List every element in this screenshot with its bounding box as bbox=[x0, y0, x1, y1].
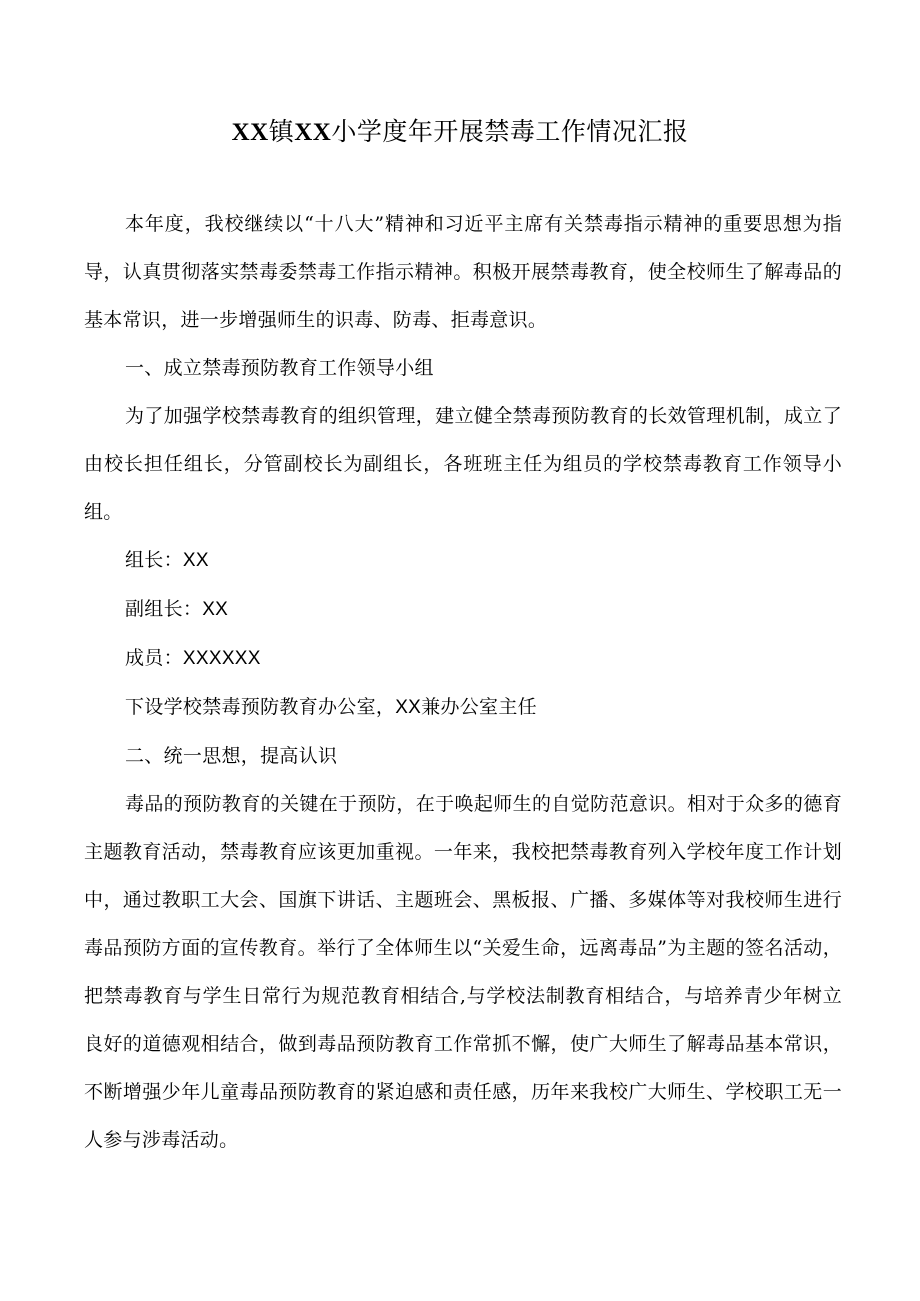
office-line: 下设学校禁毒预防教育办公室，XX兼办公室主任 bbox=[125, 696, 537, 718]
paragraph-leadership-group: 为了加强学校禁毒教育的组织管理，建立健全禁毒预防教育的长效管理机制，成立了由校长担任组长，分管副校长为副组长，各班班主任为组员的学校禁毒教育工作领导小组。 bbox=[84, 405, 842, 523]
document-title: XX镇XX小学度年开展禁毒工作情况汇报 bbox=[231, 117, 689, 146]
section-heading-1: 一、成立禁毒预防教育工作领导小组 bbox=[125, 357, 434, 379]
section-heading-2: 二、统一思想，提高认识 bbox=[125, 745, 338, 767]
deputy-leader-line: 副组长：XX bbox=[125, 598, 229, 620]
paragraph-intro: 本年度，我校继续以“十八大”精神和习近平主席有关禁毒指示精神的重要思想为指导，认真贯彻落实禁毒委禁毒工作指示精神。积极开展禁毒教育，使全校师生了解毒品的基本常识，进一步增强师生的识毒、防毒、拒毒意识。 bbox=[84, 213, 842, 331]
paragraph-awareness: 毒品的预防教育的关键在于预防，在于唤起师生的自觉防范意识。相对于众多的德育主题教育活动，禁毒教育应该更加重视。一年来，我校把禁毒教育列入学校年度工作计划中，通过教职工大会、国旗下讲话、主题班会、黑板报、广播、多媒体等对我校师生进行毒品预防方面的宣传教育。举行了全体师生以“关爱生命，远离毒品”为主题的签名活动，把禁毒教育与学生日常行为规范教育相结合,与学校法制教育相结合，与培养青少年树立良好的道德观相结合，做到毒品预防教育工作常抓不懈，使广大师生了解毒品基本常识，不断增强少年儿童毒品预防教育的紧迫感和责任感，历年来我校广大师生、学校职工无一人参与涉毒活动。 bbox=[84, 793, 842, 1151]
members-line: 成员：XXXXXX bbox=[125, 647, 261, 669]
document-body bbox=[84, 200, 842, 1164]
group-leader-line: 组长：XX bbox=[125, 549, 209, 571]
